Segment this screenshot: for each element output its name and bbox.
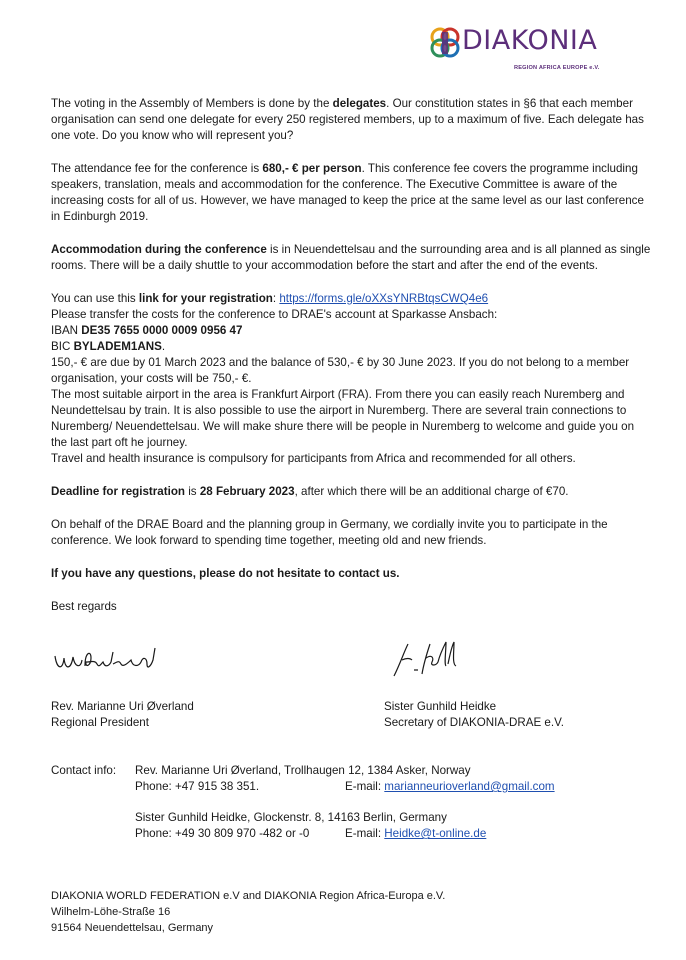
contact-2-email-line <box>345 826 486 842</box>
signer-left-name: Rev. Marianne Uri Øverland <box>51 700 194 713</box>
registration-link-line <box>51 291 651 307</box>
closing-greeting: Best regards <box>51 600 117 613</box>
paragraph-deadline <box>51 484 651 500</box>
signer-right-name: Sister Gunhild Heidke <box>384 700 497 713</box>
transfer-line: Please transfer the costs for the conference to DRAE's account at Sparkasse Ansbach: <box>51 308 498 321</box>
email-label: E-mail: <box>345 827 385 840</box>
signer-right-role: Secretary of DIAKONIA-DRAE e.V. <box>384 716 564 729</box>
registration-link[interactable]: https://forms.gle/oXXsYNRBtqsCWQ4e6 <box>279 292 489 305</box>
contact-2-address: Sister Gunhild Heidke, Glockenstr. 8, 14163 Berlin, Germany <box>135 811 447 824</box>
text: , after which there will be an additional charge of €70. <box>294 485 569 498</box>
diakonia-logo <box>428 22 638 74</box>
diakonia-emblem-icon <box>428 24 462 64</box>
text: is <box>185 485 200 498</box>
contact-1-email-link[interactable]: marianneurioverland@gmail.com <box>384 780 555 793</box>
signature-right <box>388 640 458 685</box>
bold-text: 680,- € per person <box>262 162 362 175</box>
contact-1-address: Rev. Marianne Uri Øverland, Trollhaugen 12, 1384 Asker, Norway <box>135 764 471 777</box>
letter-footer <box>51 888 445 936</box>
text: The voting in the Assembly of Members is done by the <box>51 97 333 110</box>
bic-value: BYLADEM1ANS <box>73 340 162 353</box>
signer-right-block <box>384 699 564 731</box>
paragraph-accommodation <box>51 242 651 274</box>
paragraph-fee <box>51 161 651 225</box>
logo-wordmark: DIAKONIA <box>462 25 598 56</box>
email-label: E-mail: <box>345 780 385 793</box>
bold-text: If you have any questions, please do not hesitate to contact us. <box>51 567 400 580</box>
paragraph-questions <box>51 566 651 582</box>
contact-2-email-link[interactable]: Heidke@t-online.de <box>384 827 487 840</box>
footer-org: DIAKONIA WORLD FEDERATION e.V and DIAKONIA Region Africa-Europa e.V. <box>51 890 446 902</box>
contact-1-phone: Phone: +47 915 38 351. <box>135 780 260 793</box>
logo-subline: REGION AFRICA EUROPE e.V. <box>514 65 600 71</box>
travel-info: The most suitable airport in the area is Frankfurt Airport (FRA). From there you can easily reach Nuremberg and Neundettelsau by train. It is also possible to use the airport in Nuremberg. There are several train connections to Nuremberg/ Neuendettelsau. We will make shure there will be people in Nuremberg to welcome and guide you on the last part oft he journey. <box>51 388 635 449</box>
contact-1-email-line <box>345 779 555 795</box>
text: . <box>161 340 166 353</box>
text: : <box>272 292 280 305</box>
iban-line <box>51 323 651 339</box>
payment-schedule: 150,- € are due by 01 March 2023 and the balance of 530,- € by 30 June 2023. If you do not belong to a member organisation, your costs will be 750,- €. <box>51 356 630 385</box>
bold-text: delegates <box>332 97 387 110</box>
text: You can use this <box>51 292 139 305</box>
contact-2-phone: Phone: +49 30 809 970 -482 or -0 <box>135 827 310 840</box>
paragraph-voting <box>51 96 651 144</box>
bold-text: link for your registration <box>138 292 273 305</box>
iban-value: DE35 7655 0000 0009 0956 47 <box>81 324 243 337</box>
footer-street: Wilhelm-Löhe-Straße 16 <box>51 906 171 918</box>
footer-city: 91564 Neuendettelsau, Germany <box>51 922 214 934</box>
text: The attendance fee for the conference is <box>51 162 263 175</box>
paragraph-registration <box>51 291 651 467</box>
signature-left <box>51 644 166 685</box>
contact-label: Contact info: <box>51 764 117 777</box>
iban-label: IBAN <box>51 324 82 337</box>
bic-line <box>51 339 651 355</box>
bold-text: 28 February 2023 <box>199 485 295 498</box>
insurance-info: Travel and health insurance is compulsory for participants from Africa and recommended for all others. <box>51 452 576 465</box>
signer-left-block <box>51 699 194 731</box>
bic-label: BIC <box>51 340 74 353</box>
bold-text: Deadline for registration <box>51 485 185 498</box>
text: . Our constitution states in §6 that each member organisation can send one delegate for every 250 registered members, up to a maximum of five. Each delegate has one vote. Do you know who will represent you? <box>51 97 644 142</box>
text: is in Neuendettelsau and the surrounding area and is all planned as single rooms. There will be a daily shuttle to your accommodation before the start and after the end of the events. <box>51 243 651 272</box>
paragraph-invitation: On behalf of the DRAE Board and the planning group in Germany, we cordially invite you to participate in the conference. We look forward to spending time together, meeting old and new friends. <box>51 518 608 547</box>
text: . This conference fee covers the programme including speakers, translation, meals and accommodation for the conference. The Executive Committee is aware of the increasing costs for all of us. However, we have managed to keep the price at the same level as our last conference in Edinburgh 2019. <box>51 162 644 223</box>
signer-left-role: Regional President <box>51 716 149 729</box>
bold-text: Accommodation during the conference <box>51 243 267 256</box>
letter-body <box>51 96 651 632</box>
